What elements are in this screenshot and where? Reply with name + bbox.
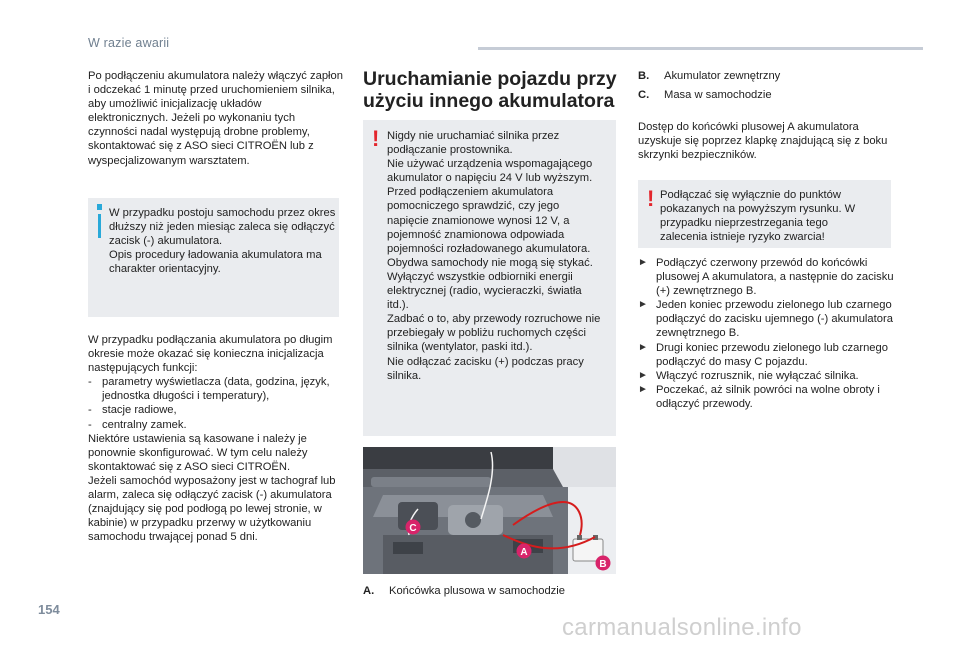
legend-item-b: B. Akumulator zewnętrzny (638, 70, 781, 82)
function-item: - parametry wyświetlacza (data, godzina, język, jednostka długości i temperatury), (88, 376, 330, 403)
step-item: ► Włączyć rozrusznik, nie wyłączać silnika. (638, 369, 859, 382)
function-item: - centralny zamek. (88, 418, 187, 431)
arrow-bullet-icon: ► (638, 383, 648, 395)
engine-bay-photo (363, 447, 616, 574)
steps-list (638, 256, 896, 411)
marker-label-a: A (520, 547, 528, 558)
info-note-line2: Opis procedury ładowania akumulatora ma charakter orientacyjny. (109, 249, 322, 276)
step-item: ► Drugi koniec przewodu zielonego lub czarnego podłączyć do masy C pojazdu. (638, 341, 888, 368)
reconfigure-paragraph: Niektóre ustawienia są kasowane i należy je ponownie skonfigurować. W tym celu należy skontaktować się z ASO sieci CITROËN. (88, 432, 308, 473)
warning-connect-text: Podłączać się wyłącznie do punktów pokazanych na powyższym rysunku. W przypadku nieprzestrzegania tego zalecenia istnieje ryzyko zwarcia! (660, 189, 856, 244)
warning-icon: ! (372, 126, 380, 151)
warning-box-start (363, 120, 616, 436)
info-note-box (88, 198, 339, 317)
marker-label-c: C (409, 523, 417, 534)
section-title: Uruchamianie pojazdu przy użyciu innego akumulatora (363, 68, 617, 112)
info-icon-dot (97, 204, 102, 210)
marker-label-b: B (599, 559, 607, 570)
access-paragraph: Dostęp do końcówki plusowej A akumulatora uzyskuje się poprzez klapkę znajdującą się z boku skrzynki bezpieczników. (638, 121, 888, 162)
legend-item-c: C. Masa w samochodzie (638, 89, 772, 101)
warning-icon: ! (647, 186, 655, 211)
left-intro (88, 69, 344, 168)
arrow-bullet-icon: ► (638, 257, 648, 268)
long-disconnect-paragraph: W przypadku podłączania akumulatora po długim okresie może okazać się konieczna inicjalizacja następujących funkcji: (88, 334, 333, 375)
page-number: 154 (38, 602, 60, 617)
engine-bay-illustration (363, 447, 616, 574)
arrow-bullet-icon: ► (638, 341, 648, 353)
info-note-text (109, 206, 337, 276)
watermark: carmanualsonline.info (562, 614, 802, 641)
warning-text: Nigdy nie uruchamiać silnika przez podłączanie prostownika. Nie używać urządzenia wspomagającego akumulator o napięciu 24 V lub wyższym. Przed podłączeniem akumulatora pomocniczego sprawdzić, czy jego napięcie znamionowe wynosi 12 V, a pojemność znamionowa odpowiada pojemności rozładowanego akumulatora. Obydwa samochody nie mogą się stykać. Wyłączyć wszystkie odbiorniki energii elektrycznej (radio, wycieraczki, światła itd.). Zadbać o to, aby przewody rozruchowe nie przebiegały w pobliżu ruchomych części silnika (wentylator, paski itd.). Nie odłączać zacisku (+) podczas pracy silnika. (387, 130, 601, 382)
header-rule (478, 47, 923, 50)
intro-paragraph: Po podłączeniu akumulatora należy włączyć zapłon i odczekać 1 minutę przed uruchomieniem silnika, aby umożliwić inicjalizację układów elektronicznych. Jeżeli po wykonaniu tych czynności nadal występują drobne problemy, skontaktować się z ASO sieci CITROËN lub z wyspecjalizowanym warsztatem. (88, 70, 343, 167)
arrow-bullet-icon: ► (638, 369, 648, 381)
running-header: W razie awarii (88, 36, 170, 50)
tachograph-paragraph: Jeżeli samochód wyposażony jest w tachograf lub alarm, zaleca się odłączyć zacisk (-) akumulatora (znajdujący się pod podłogą po lewej stronie, w kabinie) w przypadku przerwy w użytkowaniu samochodu trwającej ponad 5 dni. (88, 474, 336, 544)
left-lower-text (88, 333, 344, 544)
legend-item-a: A. Końcówka plusowa w samochodzie (363, 585, 565, 597)
step-item: ► Podłączyć czerwony przewód do końcówki plusowej A akumulatora, a następnie do zacisku (+) zewnętrznego B. (638, 257, 894, 298)
info-note-line1: W przypadku postoju samochodu przez okres dłuższy niż jeden miesiąc zaleca się odłączyć zacisk (-) akumulatora. (109, 207, 336, 248)
step-item: ► Poczekać, aż silnik powróci na wolne obroty i odłączyć przewody. (638, 383, 880, 410)
function-item: - stacje radiowe, (88, 404, 177, 417)
warning-box-connect (638, 180, 891, 248)
info-icon (98, 214, 101, 238)
arrow-bullet-icon: ► (638, 299, 648, 311)
step-item: ► Jeden koniec przewodu zielonego lub czarnego podłączyć do zacisku ujemnego (-) akumulatora zewnętrznego B. (638, 299, 893, 340)
